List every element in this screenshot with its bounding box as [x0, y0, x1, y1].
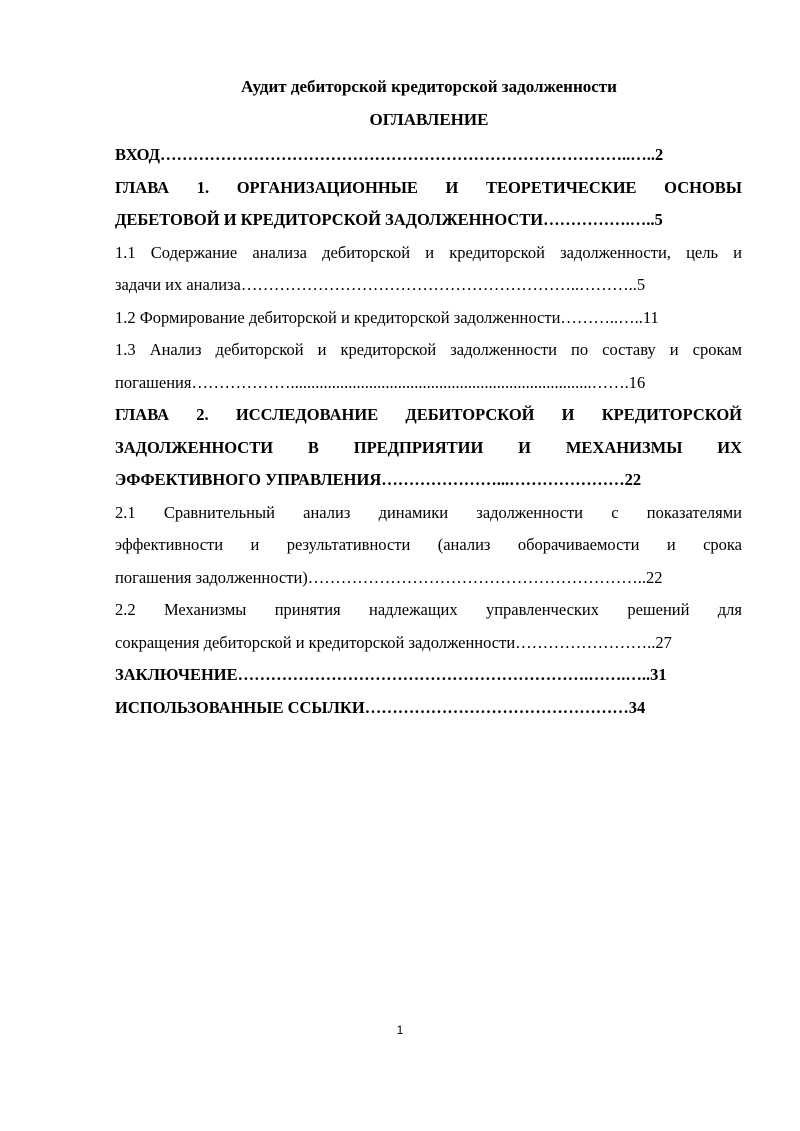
- toc-entry-section-1-3-line-1: 1.3 Анализ дебиторской и кредиторской задолженности по составу и срокам: [115, 340, 742, 359]
- toc-entry-section-1-1-line-1: 1.1 Содержание анализа дебиторской и кредиторской задолженности, цель и: [115, 242, 742, 262]
- toc-entry-chapter-2-line-3: ЭФФЕКТИВНОГО УПРАВЛЕНИЯ…………………...…………………22: [115, 470, 642, 489]
- toc-entry-section-2-2-line-2: сокращения дебиторской и кредиторской задолженности……………………..27: [115, 632, 672, 652]
- toc-heading: ОГЛАВЛЕНИЕ: [369, 110, 489, 129]
- toc-entry-references[interactable]: [115, 692, 742, 725]
- toc-entry-chapter-2-line-2: ЗАДОЛЖЕННОСТИ В ПРЕДПРИЯТИИ И МЕХАНИЗМЫ ИХ: [115, 437, 742, 457]
- toc-entry-section-2-2-line-1: 2.2 Механизмы принятия надлежащих управленческих решений для: [115, 600, 742, 619]
- toc-entry-chapter-2[interactable]: [115, 399, 742, 497]
- document-title: Аудит дебиторской кредиторской задолженности: [241, 77, 617, 96]
- toc-entry-conclusion-text: ЗАКЛЮЧЕНИЕ……………………………………………………….…….…..31: [115, 665, 667, 684]
- toc-entry-intro-text: ВХОД…………………………………………………………………………..…..2: [115, 145, 664, 164]
- toc-entry-section-2-1[interactable]: [115, 497, 742, 595]
- table-of-contents: [115, 139, 742, 724]
- page-number: 1: [396, 1023, 404, 1037]
- toc-entry-intro[interactable]: [115, 139, 742, 172]
- toc-entry-section-1-1[interactable]: [115, 237, 742, 302]
- toc-entry-section-2-2[interactable]: [115, 594, 742, 659]
- toc-entry-section-2-1-line-1: 2.1 Сравнительный анализ динамики задолженности с показателями: [115, 502, 742, 522]
- toc-entry-section-1-3[interactable]: [115, 334, 742, 399]
- toc-entry-references-text: ИСПОЛЬЗОВАННЫЕ ССЫЛКИ…………………………………………34: [115, 697, 646, 717]
- toc-entry-section-1-1-line-2: задачи их анализа……………………………………………………..………..5: [115, 275, 646, 294]
- toc-entry-section-1-2-text: 1.2 Формирование дебиторской и кредиторской задолженности………..…..11: [115, 307, 659, 327]
- toc-entry-chapter-1[interactable]: [115, 172, 742, 237]
- toc-entry-section-2-1-line-2: эффективности и результативности (анализ оборачиваемости и срока: [115, 535, 742, 554]
- toc-entry-section-1-2[interactable]: [115, 302, 742, 335]
- toc-entry-chapter-1-line-1: ГЛАВА 1. ОРГАНИЗАЦИОННЫЕ И ТЕОРЕТИЧЕСКИЕ ОСНОВЫ: [115, 177, 742, 197]
- toc-entry-conclusion[interactable]: [115, 659, 742, 692]
- toc-entry-section-1-3-line-2: погашения……………….........................................................................…….16: [115, 372, 646, 392]
- toc-entry-chapter-1-line-2: ДЕБЕТОВОЙ И КРЕДИТОРСКОЙ ЗАДОЛЖЕННОСТИ…………….…..5: [115, 210, 663, 229]
- toc-entry-section-2-1-line-3: погашения задолженности)……………………………………………………..22: [115, 567, 663, 587]
- toc-entry-chapter-2-line-1: ГЛАВА 2. ИССЛЕДОВАНИЕ ДЕБИТОРСКОЙ И КРЕДИТОРСКОЙ: [115, 405, 742, 424]
